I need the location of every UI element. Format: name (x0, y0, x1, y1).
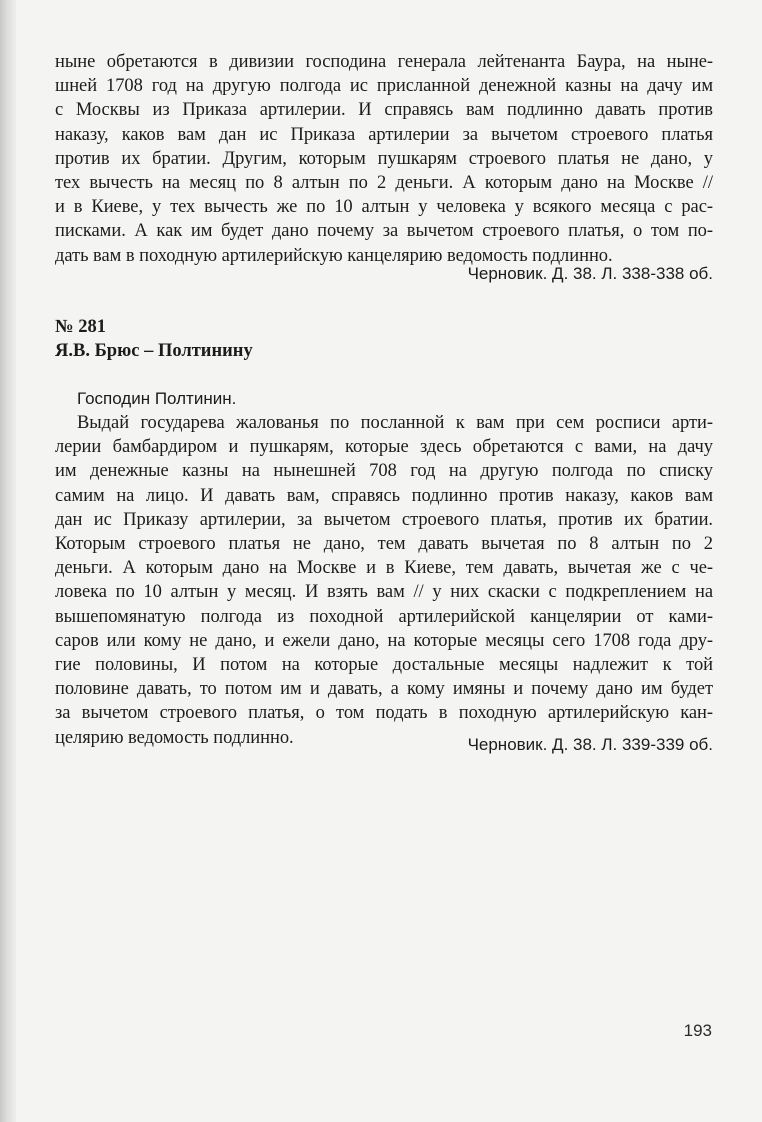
continued-text-block (55, 50, 713, 268)
page-edge-shadow (0, 0, 16, 1122)
text-line: гие половины, И потом на которые достальные месяцы надлежит к той (55, 655, 713, 676)
text-line: наказу, каков вам дан ис Приказа артилерии за вычетом строевого платья (55, 124, 713, 145)
document-number: № 281 (55, 317, 106, 337)
text-line: им денежные казны на нынешней 708 год на другую полгода по списку (55, 461, 713, 482)
text-line: дать вам в походную артилерийскую канцелярию ведомость подлинно. (55, 245, 613, 266)
text-line: ныне обретаются в дивизии господина генерала лейтенанта Баура, на ныне- (55, 52, 713, 72)
text-line: с Москвы из Приказа артилерии. И справясь вам подлинно давать против (55, 100, 713, 121)
text-line: деньги. А которым дано на Москве и в Киеве, тем давать, вычетая же с че- (55, 558, 713, 579)
page-number: 193 (683, 1021, 712, 1040)
text-line: Которым строевого платья не дано, тем давать вычетая по 8 алтын по 2 (55, 534, 713, 555)
text-line: ловека по 10 алтын у месяц. И взять вам // у них скаски с подкреплением на (55, 582, 713, 603)
text-line: лерии бамбардиром и пушкарям, которые здесь обретаются с вами, на дачу (55, 437, 713, 458)
text-line: дан ис Приказу артилерии, за вычетом строевого платья, против их братии. (55, 509, 713, 530)
text-line: писками. А как им будет дано почему за вычетом строевого платья, о том по- (55, 221, 713, 242)
text-line: самим на лицо. И давать вам, справясь подлинно против наказу, каков вам (55, 485, 713, 506)
text-line: и в Киеве, у тех вычесть же по 10 алтын у человека у всякого месяца с рас- (55, 197, 713, 218)
text-line: за вычетом строевого платья, о том подать в походную артилерийскую кан- (55, 703, 713, 724)
document-heading: Я.В. Брюс – Полтинину (55, 341, 253, 361)
text-line: Выдай государева жалованья по посланной к вам при сем росписи арти- (77, 413, 713, 433)
text-line: вышепомянатую полгода из походной артилерийской канцелярии от ками- (55, 606, 713, 627)
text-line: целярию ведомость подлинно. (55, 727, 294, 748)
text-line: шней 1708 год на другую полгода ис присланной денежной казны на дачу им (55, 76, 713, 97)
text-line: тех вычесть на месяц по 8 алтын по 2 деньги. А которым дано на Москве // (55, 173, 713, 194)
greeting-line: Господин Полтинин. (77, 389, 237, 408)
source-reference-1: Черновик. Д. 38. Л. 338-338 об. (467, 264, 713, 283)
text-line: против их братии. Другим, которым пушкарям строевого платья не дано, у (55, 148, 713, 169)
source-reference-2: Черновик. Д. 38. Л. 339-339 об. (467, 735, 713, 754)
text-line: половине давать, то потом им и давать, а кому имяны и почему дано им будет (55, 679, 713, 700)
text-line: саров или кому не дано, и ежели дано, на которые месяцы сего 1708 года дру- (55, 630, 713, 651)
document-body (55, 411, 713, 750)
